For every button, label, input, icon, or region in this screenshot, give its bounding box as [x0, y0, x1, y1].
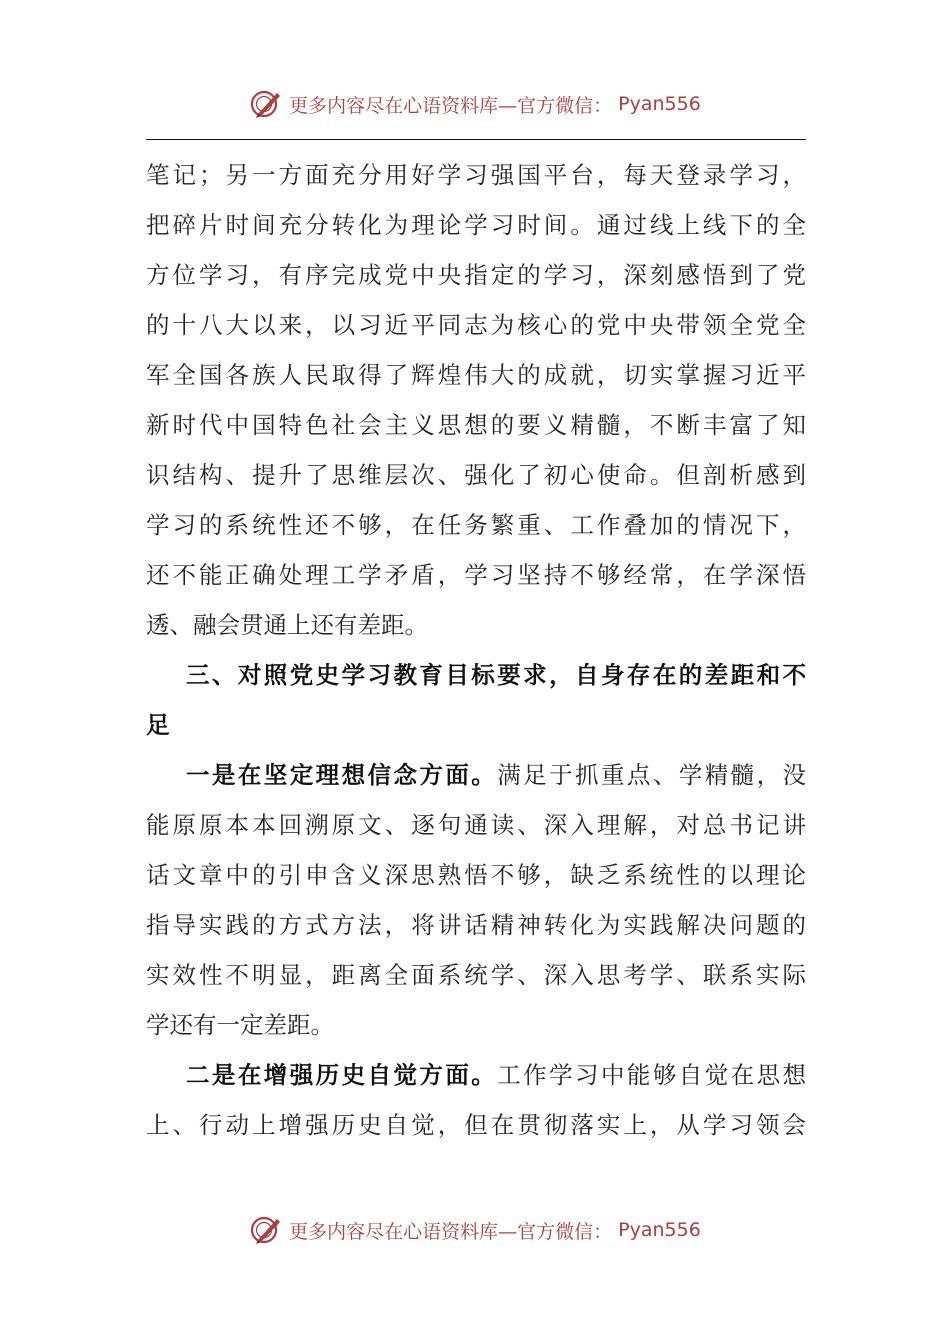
text-line: [146, 750, 806, 800]
heading-line: 三、对照党史学习教育目标要求，自身存在的差距和不: [186, 661, 806, 689]
header-banner: [0, 84, 950, 124]
paragraph-historical-awareness: [146, 1050, 806, 1150]
text-line: 的十八大以来，以习近平同志为核心的党中央带领全党全: [146, 311, 806, 339]
heading-line: 足: [146, 711, 170, 739]
text-line: 学习的系统性还不够，在任务繁重、工作叠加的情况下，: [146, 511, 806, 539]
text-span: 工作学习中能够自觉在思想: [497, 1061, 806, 1089]
footer-wechat-account: Pyan556: [618, 1219, 701, 1241]
paragraph-lead: 一是在坚定理想信念方面。: [186, 761, 498, 789]
text-line: [146, 1050, 806, 1100]
footer-banner-text: 更多内容尽在心语资料库—官方微信：: [289, 1220, 613, 1243]
text-line: 能原原本本回溯原文、逐句通读、深入理解，对总书记讲: [146, 811, 806, 839]
text-line: 学还有一定差距。: [146, 1011, 334, 1039]
text-line: 笔记；另一方面充分用好学习强国平台，每天登录学习，: [146, 161, 806, 189]
text-line: 还不能正确处理工学矛盾，学习坚持不够经常，在学深悟: [146, 561, 806, 589]
text-line: 识结构、提升了思维层次、强化了初心使命。但剖析感到: [146, 461, 806, 489]
document-body: [146, 150, 806, 1150]
text-line: 上、行动上增强历史自觉，但在贯彻落实上，从学习领会: [146, 1111, 806, 1139]
paragraph-ideals-belief: [146, 750, 806, 1050]
pen-seal-logo-icon: [249, 87, 283, 121]
text-line: 军全国各族人民取得了辉煌伟大的成就，切实掌握习近平: [146, 361, 806, 389]
header-banner-text: 更多内容尽在心语资料库—官方微信：: [289, 94, 613, 117]
pen-seal-logo-icon: [249, 1213, 283, 1247]
paragraph-lead: 二是在增强历史自觉方面。: [186, 1061, 498, 1089]
text-line: 话文章中的引申含义深思熟悟不够，缺乏系统性的以理论: [146, 861, 806, 889]
text-line: 实效性不明显，距离全面系统学、深入思考学、联系实际: [146, 961, 806, 989]
text-line: 新时代中国特色社会主义思想的要义精髓，不断丰富了知: [146, 411, 806, 439]
section-heading-three: [146, 650, 806, 750]
footer-banner: [0, 1210, 950, 1250]
paragraph-study-practice: [146, 150, 806, 650]
text-line: 把碎片时间充分转化为理论学习时间。通过线上线下的全: [146, 211, 806, 239]
text-span: 满足于抓重点、学精髓，没: [497, 761, 806, 789]
text-line: 透、融会贯通上还有差距。: [146, 611, 428, 639]
text-line: 指导实践的方式方法，将讲话精神转化为实践解决问题的: [146, 911, 806, 939]
text-line: 方位学习，有序完成党中央指定的学习，深刻感悟到了党: [146, 261, 806, 289]
header-divider: [146, 139, 806, 140]
header-wechat-account: Pyan556: [618, 93, 701, 115]
